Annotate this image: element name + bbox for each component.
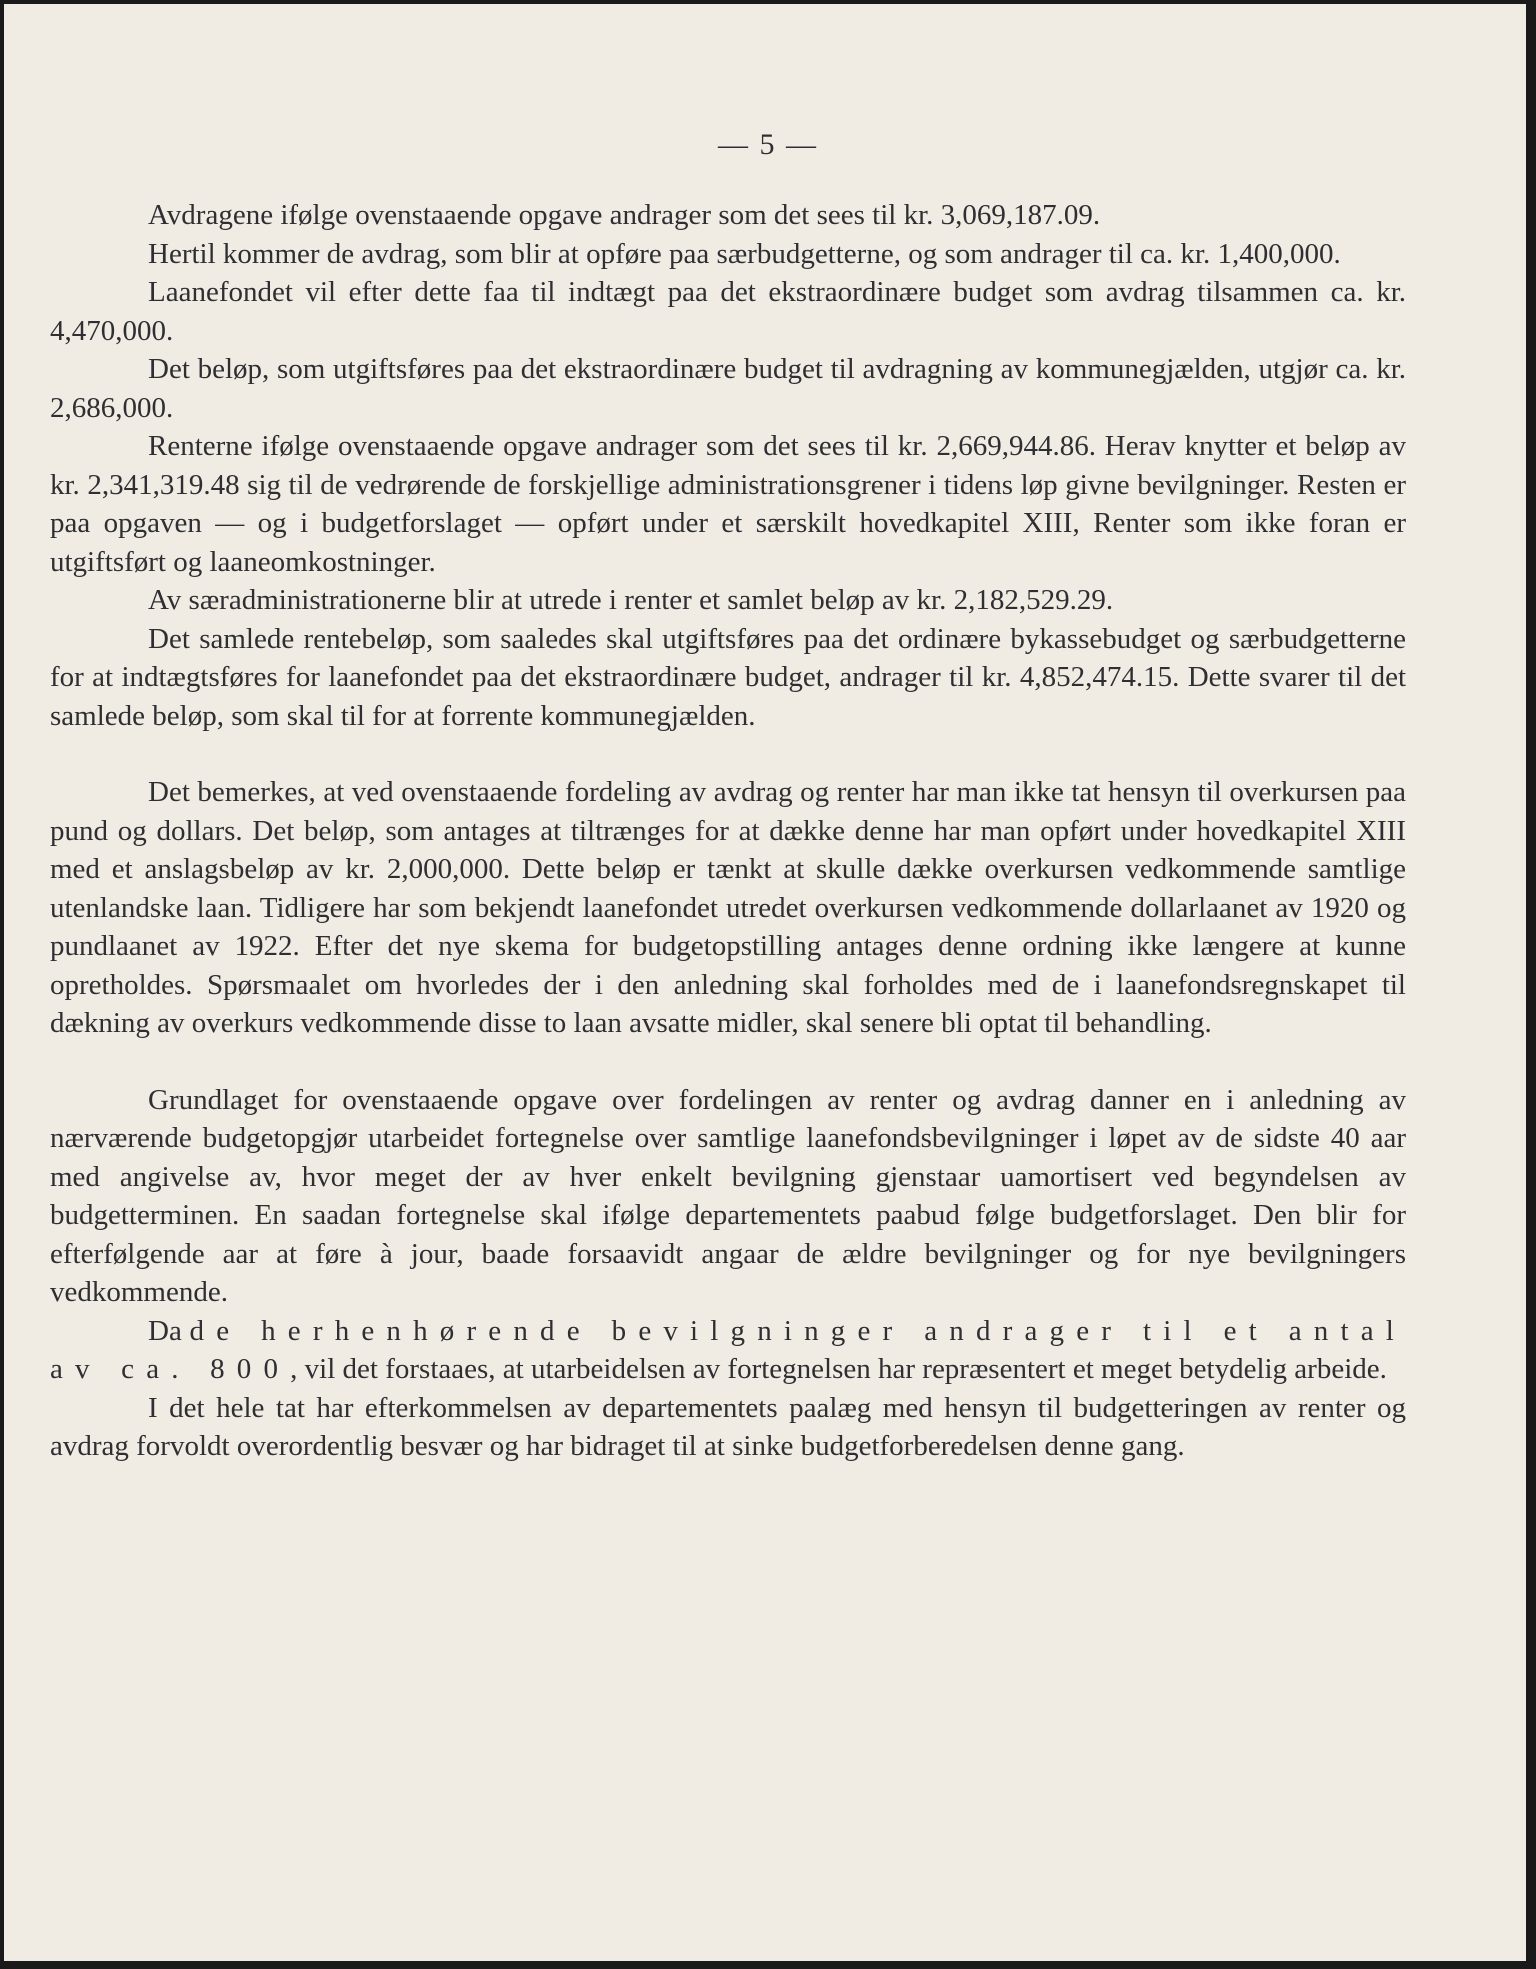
- paragraph-renter: Renterne ifølge ovenstaaende opgave andrager som det sees til kr. 2,669,944.86. Herav knytter et beløp av kr. 2,341,319.48 sig til de vedrørende de forskjellige administrationsgrener i tidens løp givne bevilgninger. Resten er paa opgaven — og i budgetforslaget — opført under et særskilt hovedkapitel XIII, Renter som ikke foran er utgiftsført og laaneomkostninger.: [50, 430, 1406, 578]
- paragraph-avdragning-utgift: Det beløp, som utgiftsføres paa det ekstraordinære budget til avdragning av kommunegjælden, utgjør ca. kr. 2,686,000.: [50, 353, 1406, 424]
- page-number: — 5 —: [718, 128, 818, 161]
- paragraph-rentebelop: Det samlede rentebeløp, som saaledes skal utgiftsføres paa det ordinære bykassebudget og særbudgetterne for at indtægtsføres for laanefondet paa det ekstraordinære budget, andrager til kr. 4,852,474.15. Dette svarer til det samlede beløp, som skal til for at forrente kommunegjælden.: [50, 622, 1406, 732]
- paragraph-saerbudget-avdrag: Hertil kommer de avdrag, som blir at opføre paa særbudgetterne, og som andrager til ca. kr. 1,400,000.: [148, 237, 1341, 270]
- paragraph-bevilgninger-start: Da: [148, 1314, 190, 1347]
- paragraph-avdrag-total: Avdragene ifølge ovenstaaende opgave andrager som det sees til kr. 3,069,187.09.: [148, 199, 1101, 231]
- spaced-emphasis: de herhenhørende bevilgninger andrager til et antal av ca. 800: [50, 1314, 1406, 1385]
- paragraph-bevilgninger-end: , vil det forstaaes, at utarbeidelsen av fortegnelsen har repræsentert et meget betydelig arbeide.: [290, 1353, 1387, 1385]
- paragraph-grundlag: Grundlaget for ovenstaaende opgave over fordelingen av renter og avdrag danner en i anledning av nærværende budgetopgjør utarbeidet fortegnelse over samtlige laanefondsbevilgninger i løpet av de sidste 40 aar med angivelse av, hvor meget der av hver enkelt bevilgning gjenstaar uamortisert ved begyndelsen av budgetterminen. En saadan fortegnelse skal ifølge departementets paabud følge budgetforslaget. Den blir for efterfølgende aar at føre à jour, baade forsaavidt angaar de ældre bevilgninger og for nye bevilgningers vedkommende.: [50, 1083, 1406, 1308]
- paragraph-overkurs: Det bemerkes, at ved ovenstaaende fordeling av avdrag og renter har man ikke tat hensyn til overkursen paa pund og dollars. Det beløp, som antages at tiltrænges for at dække denne har man opført under hovedkapitel XIII med et anslagsbeløp av kr. 2,000,000. Dette beløp er tænkt at skulle dække overkursen vedkommende samtlige utenlandske laan. Tidligere har som bekjendt laanefondet utredet overkursen vedkommende dollarlaanet av 1920 og pundlaanet av 1922. Efter det nye skema for budgetopstilling antages denne ordning ikke længere at kunne opretholdes. Spørsmaalet om hvorledes der i den anledning skal forholdes med de i laanefondsregnskapet til dækning av overkurs vedkommende disse to laan avsatte midler, skal senere bli optat til behandling.: [50, 776, 1406, 1039]
- paragraph-bevilgninger: [50, 1312, 1406, 1389]
- paragraph-laanefond-indtaegt: Laanefondet vil efter dette faa til indtægt paa det ekstraordinære budget som avdrag tilsammen ca. kr. 4,470,000.: [50, 276, 1406, 347]
- body-text: [50, 196, 1406, 1466]
- paragraph-saeradministration: Av særadministrationerne blir at utrede i renter et samlet beløp av kr. 2,182,529.29.: [148, 584, 1114, 616]
- paragraph-konklusjon: I det hele tat har efterkommelsen av departementets paalæg med hensyn til budgetteringen av renter og avdrag forvoldt overordentlig besvær og har bidraget til at sinke budgetforberedelsen denne gang.: [50, 1391, 1406, 1462]
